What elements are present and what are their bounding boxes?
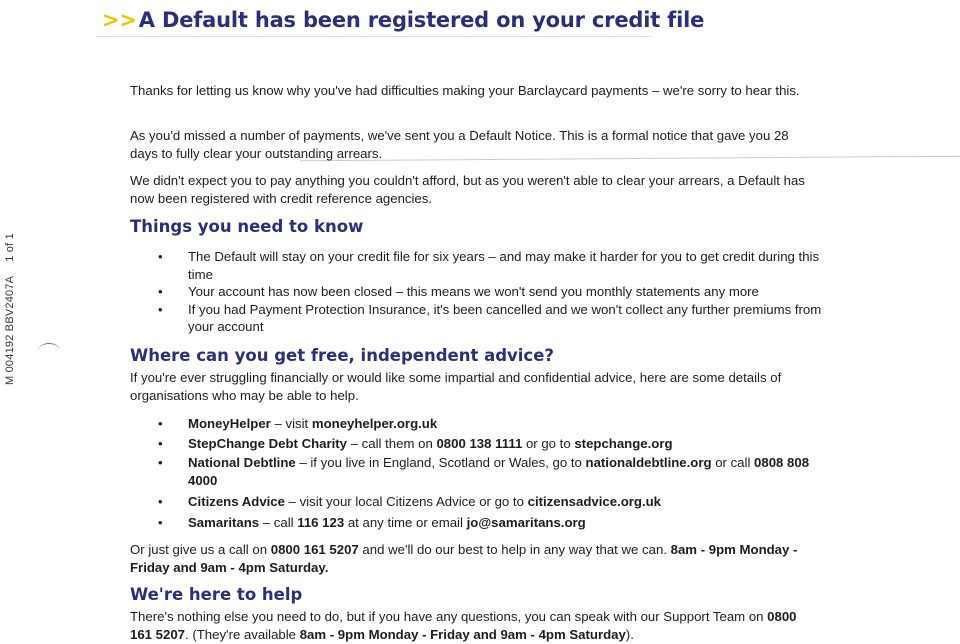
- bullet-icon: •: [158, 494, 163, 509]
- list-item: • Samaritans – call 116 123 at any time or email jo@samaritans.org: [158, 514, 586, 530]
- bullet-icon: •: [158, 416, 163, 431]
- intro-paragraph-2: As you'd missed a number of payments, we've sent you a Default Notice. This is a formal notice that gave you 28 days to fully clear your outstanding arrears.: [130, 128, 789, 161]
- things-list: [0, 248, 960, 336]
- org-link[interactable]: moneyhelper.org.uk: [311, 416, 438, 431]
- support-phone[interactable]: 0800 161 5207: [270, 542, 359, 557]
- letter-title-text: A Default has been registered on your credit file: [138, 8, 705, 32]
- scan-mark: [38, 343, 60, 358]
- org-link[interactable]: nationaldebtline.org: [585, 455, 712, 470]
- org-phone[interactable]: 0800 138 1111: [436, 435, 523, 451]
- list-item: • Citizens Advice – visit your local Citizens Advice or go to citizensadvice.org.uk: [158, 494, 661, 509]
- bullet-icon: •: [158, 455, 163, 470]
- advice-intro: If you're ever struggling financially or would like some impartial and confidential advice, here are some details of organisations who may be able to help.: [130, 370, 782, 403]
- list-item: • The Default will stay on your credit file for six years – and may make it harder for you to get credit during this time: [158, 249, 820, 282]
- org-phone[interactable]: 0808 808 4000: [188, 455, 810, 488]
- page-count: 1 of 1: [4, 233, 16, 262]
- org-email[interactable]: jo@samaritans.org: [466, 514, 586, 530]
- bullet-icon: •: [158, 284, 163, 299]
- things-heading: Things you need to know: [130, 217, 364, 236]
- reference-code: M 004192 BBV2407A: [4, 275, 16, 385]
- letter-title: [102, 8, 704, 32]
- header-divider: [96, 36, 652, 37]
- opening-hours: 8am - 9pm Monday - Friday and 9am - 4pm Saturday: [299, 626, 626, 642]
- list-item: • National Debtline – if you live in England, Scotland or Wales, go to nationaldebtline.org or call 0808 808 4000: [158, 455, 810, 488]
- bullet-icon: •: [158, 301, 163, 317]
- bullet-icon: •: [158, 249, 163, 264]
- chevron-icon: >>: [102, 8, 137, 32]
- help-heading: We're here to help: [130, 585, 303, 604]
- list-item: • If you had Payment Protection Insurance, it's been cancelled and we won't collect any further premiums from your account: [158, 301, 822, 334]
- org-link[interactable]: citizensadvice.org.uk: [527, 494, 661, 509]
- organisations-list: [0, 415, 960, 531]
- list-item: • StepChange Debt Charity – call them on 0800 138 1111 or go to stepchange.org: [158, 435, 673, 451]
- list-item: • MoneyHelper – visit moneyhelper.org.uk: [158, 416, 438, 431]
- bullet-icon: •: [158, 435, 163, 451]
- opening-hours: 8am - 9pm Monday - Friday and 9am - 4pm Saturday.: [130, 542, 798, 575]
- intro-paragraph-1: Thanks for letting us know why you've had difficulties making your Barclaycard payments – we're sorry to hear this.: [130, 83, 800, 98]
- list-item: • Your account has now been closed – this means we won't send you monthly statements any more: [158, 284, 759, 299]
- help-paragraph: There's nothing else you need to do, but if you have any questions, you can speak with our Support Team on 0800 161 5207. (They're available 8am - 9pm Monday - Friday and 9am - 4pm Saturday).: [130, 609, 797, 642]
- support-phone[interactable]: 0800 161 5207: [130, 609, 797, 642]
- intro-paragraph-3: We didn't expect you to pay anything you couldn't afford, but as you weren't able to clear your arrears, a Default has now been registered with credit reference agencies.: [130, 173, 805, 206]
- call-paragraph: Or just give us a call on 0800 161 5207 and we'll do our best to help in any way that we can. 8am - 9pm Monday - Friday and 9am - 4pm Saturday.: [130, 542, 798, 575]
- bullet-icon: •: [158, 514, 163, 530]
- advice-heading: Where can you get free, independent advice?: [130, 346, 554, 365]
- org-link[interactable]: stepchange.org: [574, 435, 673, 451]
- org-phone[interactable]: 116 123: [297, 514, 345, 530]
